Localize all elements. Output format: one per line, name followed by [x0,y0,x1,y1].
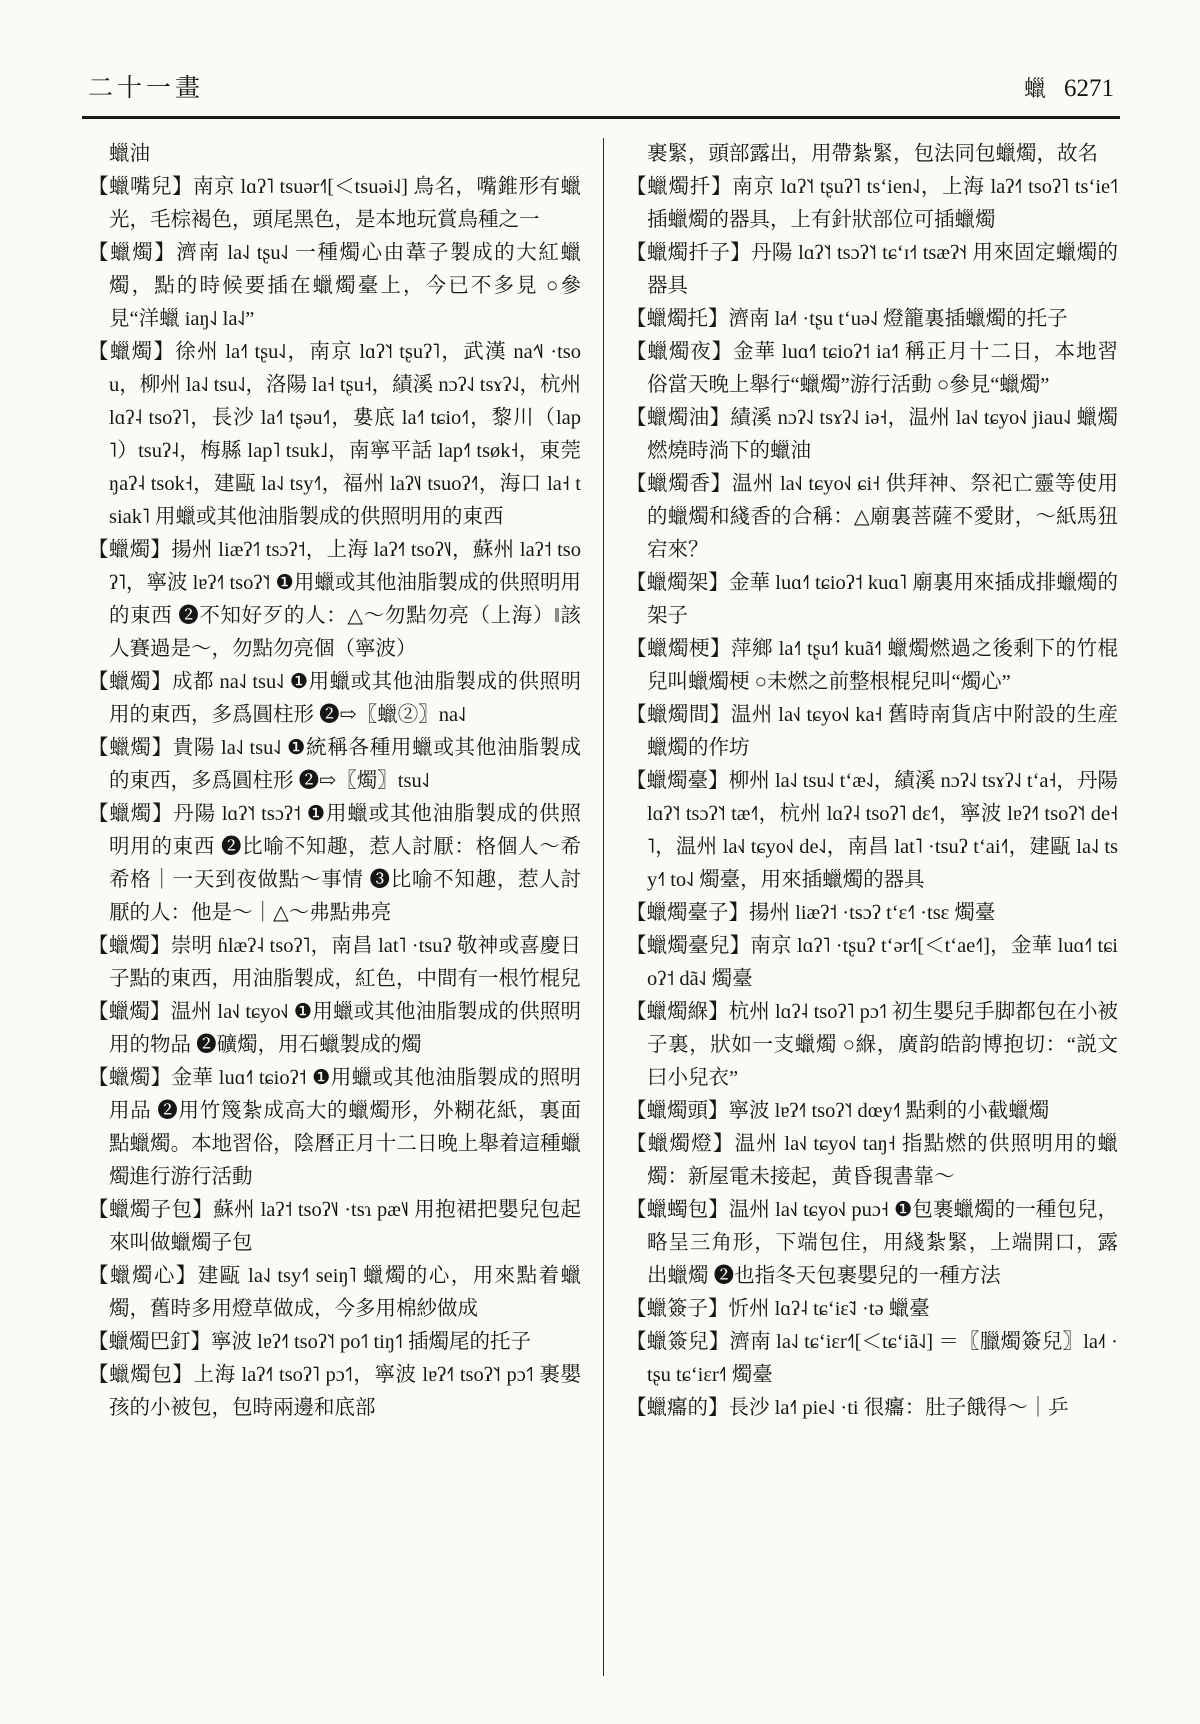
continuation-line: 蠟油 [109,143,150,165]
running-head-right [1024,72,1114,103]
dictionary-entry: 【蠟燭頭】寧波 lɐʔ˧˥ tsoʔ˥˦ dœy˧˥ 點剩的小截蠟燭 [626,1100,1050,1122]
dictionary-entry: 【蠟燭臺子】揚州 liæʔ˦ ·tsɔʔ tʻɛ˧˥ ·tsɛ 燭臺 [626,902,996,924]
dictionary-entry: 【蠟燭架】金華 luɑ˧˥ tɕioʔ˦ kuɑ˥ 廟裏用來插成排蠟燭的架子 [626,572,1118,627]
dictionary-entry: 【蠟燭】揚州 liæʔ˦˥ tsɔʔ˦，上海 laʔ˧˥ tsoʔ˥˩，蘇州 laʔ˦ tsoʔ˥，寧波 lɐʔ˧˥ tsoʔ˥˦ ❶用蠟或其他油脂製成的供照明用的東西 ❷不知好歹的人：△～勿點勿亮（上海）‖該人賽過是～，勿點勿亮個（寧波） [88,539,581,660]
dictionary-entry: 【蠟燭扦】南京 lɑʔ˥˦ tʂuʔ˥ tsʻien˨˩，上海 laʔ˧˥ tsoʔ˥ tsʻie˦˥ 插蠟燭的器具，上有針狀部位可插蠟燭 [626,176,1118,231]
dictionary-entry: 【蠟燭子包】蘇州 laʔ˦ tsoʔ˥˩ ·tsɿ pæ˥˩ 用抱裙把嬰兒包起來叫做蠟燭子包 [88,1199,581,1254]
dictionary-entry: 【蠟簽兒】濟南 la˨˩ tɕʻiɛr˧˥[＜tɕʻiã˨˩] ＝〖臘燭簽兒〗la˨˦ ·tʂu tɕʻiɛr˧˥ 燭臺 [626,1331,1118,1386]
dictionary-entry: 【蠟燭包】上海 laʔ˧˥ tsoʔ˥ pɔ˦˥，寧波 lɐʔ˧˥ tsoʔ˥˦ pɔ˦˥ 裹嬰孩的小被包，包時兩邊和底部 [88,1364,581,1419]
dictionary-entry: 【蠟燭臺兒】南京 lɑʔ˥ ·tʂuʔ tʻər˧˥[＜tʻae˧˥]，金華 luɑ˧˥ tɕioʔ˦ dã˨˩ 燭臺 [626,935,1118,990]
dictionary-entry: 【蠟蠋包】温州 la˧˩ tɕyo˧˩ puɔ˧ ❶包裹蠟燭的一種包兒，略呈三角形，下端包住，用綫紮緊，上端開口，露出蠟燭 ❷也指冬天包裹嬰兒的一種方法 [626,1199,1118,1287]
dictionary-entry: 【蠟燭油】績溪 nɔʔ˨˩ tsɤʔ˨˩ iə˧，温州 la˧˩ tɕyo˧˩ jiau˨˩ 蠟燭燃燒時淌下的蠟油 [626,407,1118,462]
dictionary-entry: 【蠟燭】丹陽 lɑʔ˥˦ tsɔʔ˦ ❶用蠟或其他油脂製成的供照明用的東西 ❷比喻不知趣，惹人討厭：格個人～希希格｜一天到夜做點～事情 ❸比喻不知趣，惹人討厭的人：他是～｜△～弗點弗亮 [88,803,581,924]
dictionary-entry: 【蠟燭】温州 la˧˩ tɕyo˧˩ ❶用蠟或其他油脂製成的供照明用的物品 ❷礦燭，用石蠟製成的燭 [88,1001,581,1056]
dictionary-entry: 【蠟燭扦子】丹陽 lɑʔ˥˦ tsɔʔ˥˦ tɕʻɪ˧˦ tsæʔ˦˧ 用來固定蠟燭的器具 [626,242,1118,297]
running-head [88,68,1114,104]
dictionary-entry: 【蠟燭緥】杭州 lɑʔ˨ tsoʔ˥ pɔ˦˥ 初生嬰兒手脚都包在小被子裏，狀如一支蠟燭 ○緥，廣韵皓韵博抱切：“説文曰小兒衣” [626,1001,1118,1089]
dictionary-entry: 【蠟燭臺】柳州 la˨˩ tsu˨˩ tʻæ˨˩，績溪 nɔʔ˨˩ tsɤʔ˨˩ tʻa˧，丹陽 lɑʔ˥˦ tsɔʔ˥˦ tæ˧˥，杭州 lɑʔ˨ tsoʔ˥ dɛ˧˥，寧波 lɐʔ˧˥ tsoʔ˥˦ de˧˥，温州 la˧˩ tɕyo˧˩ de˨˩，南昌 lat˥ ·tsuʔ tʻai˧˥，建甌 la˨˩ tsy˧˥ to˨˩ 燭臺，用來插蠟燭的器具 [626,770,1118,891]
left-column [88,138,603,1676]
dictionary-entry: 【蠟燭】成都 na˨˩ tsu˨˩ ❶用蠟或其他油脂製成的供照明用的東西，多爲圓柱形 ❷⇨〖蠟②〗na˨˩ [88,671,581,726]
dictionary-entry: 【蠟燭燈】温州 la˧˩ tɕyo˧˩ taŋ˧ 指點燃的供照明用的蠟燭：新屋電未接起，黄昏覒書靠～ [626,1133,1118,1188]
dictionary-entry: 【蠟燭托】濟南 la˨˦ ·tʂu tʻuə˨˩ 燈籠裏插蠟燭的托子 [626,308,1068,330]
dictionary-entry: 【蠟燭】金華 luɑ˧˥ tɕioʔ˦ ❶用蠟或其他油脂製成的照明用品 ❷用竹篾紮成高大的蠟燭形，外糊花紙，裏面點蠟燭。本地習俗，陰曆正月十二日晚上舉着這種蠟燭進行游行活動 [88,1067,581,1188]
continuation-line: 裹緊，頭部露出，用帶紮緊，包法同包蠟燭，故名 [647,143,1098,165]
text-columns [88,138,1118,1676]
dictionary-entry: 【蠟燭夜】金華 luɑ˧˥ tɕioʔ˦ ia˧˥ 稱正月十二日，本地習俗當天晚上舉行“蠟燭”游行活動 ○參見“蠟燭” [626,341,1118,396]
dictionary-entry: 【蠟癟的】長沙 la˧˥ pie˨˩ ·ti 很癟：肚子餓得～｜乒 [626,1397,1069,1419]
page-number: 6271 [1064,75,1114,102]
dictionary-entry: 【蠟燭間】温州 la˧˩ tɕyo˧˩ ka˧ 舊時南貨店中附設的生産蠟燭的作坊 [626,704,1118,759]
dictionary-entry: 【蠟燭】濟南 la˨˩ tʂu˨˩ 一種燭心由葦子製成的大紅蠟燭，點的時候要插在蠟燭臺上，今已不多見 ○參見“洋蠟 iaŋ˨˩ la˨˩” [88,242,581,330]
dictionary-entry: 【蠟燭心】建甌 la˨˩ tsy˧˥ seiŋ˥ 蠟燭的心，用來點着蠟燭，舊時多用燈草做成，今多用棉紗做成 [88,1265,581,1320]
dictionary-entry: 【蠟燭】徐州 la˧˥ tʂu˨˩，南京 lɑʔ˥˦ tʂuʔ˥，武漢 na˧˥˩ ·tsou，柳州 la˨˩ tsu˨˩，洛陽 la˧ tʂu˧，績溪 nɔʔ˨˩ tsɤʔ˨˩，杭州 lɑʔ˨ tsoʔ˥，長沙 la˧˥ tʂəu˧˥，婁底 la˧˥ tɕio˧˥，黎川（lap˥）tsuʔ˨，梅縣 lap˥ tsuk˩，南寧平話 lap˧˥ tsøk˧，東莞 ŋaʔ˨ tsok˧，建甌 la˨˩ tsy˧˥，福州 laʔ˥˩ tsuoʔ˧˥，海口 la˧ tsiak˥ 用蠟或其他油脂製成的供照明用的東西 [88,341,581,528]
dictionary-entry: 【蠟燭】崇明 ɦlæʔ˨ tsoʔ˥，南昌 lat˥ ·tsuʔ 敬神或喜慶日子點的東西，用油脂製成，紅色，中間有一根竹棍兒 [88,935,581,990]
header-rule [82,116,1120,119]
dictionary-entry: 【蠟燭】貴陽 la˨˩ tsu˨˩ ❶統稱各種用蠟或其他油脂製成的東西，多爲圓柱形 ❷⇨〖燭〗tsu˨˩ [88,737,581,792]
running-headword-char: 蠟 [1023,76,1046,101]
dictionary-entry: 【蠟燭香】温州 la˧˩ tɕyo˧˩ ɕi˧ 供拜神、祭祀亡靈等使用的蠟燭和綫香的合稱：△廟裏菩薩不愛財，～紙馬狃宕來？ [626,473,1118,561]
dictionary-entry: 【蠟簽子】忻州 lɑʔ˨ tɕʻiɛ̃˨˩ ·tə 蠟臺 [626,1298,930,1320]
dictionary-entry: 【蠟燭梗】萍鄉 la˧˥ tʂu˧˥ kuã˧˥ 蠟燭燃過之後剩下的竹棍兒叫蠟燭梗 ○未燃之前整根棍兒叫“燭心” [626,638,1118,693]
right-column [603,138,1118,1676]
stroke-section-title: 二十一畫 [88,75,205,102]
dictionary-entry: 【蠟嘴兒】南京 lɑʔ˥ tsuər˧˥[＜tsuəi˨˩] 鳥名，嘴錐形有蠟光，毛棕褐色，頭尾黑色，是本地玩賞鳥種之一 [88,176,581,231]
dictionary-entry: 【蠟燭巴釘】寧波 lɐʔ˧˥ tsoʔ˥˦ po˦˥ tiŋ˦˥ 插燭尾的托子 [88,1331,531,1353]
